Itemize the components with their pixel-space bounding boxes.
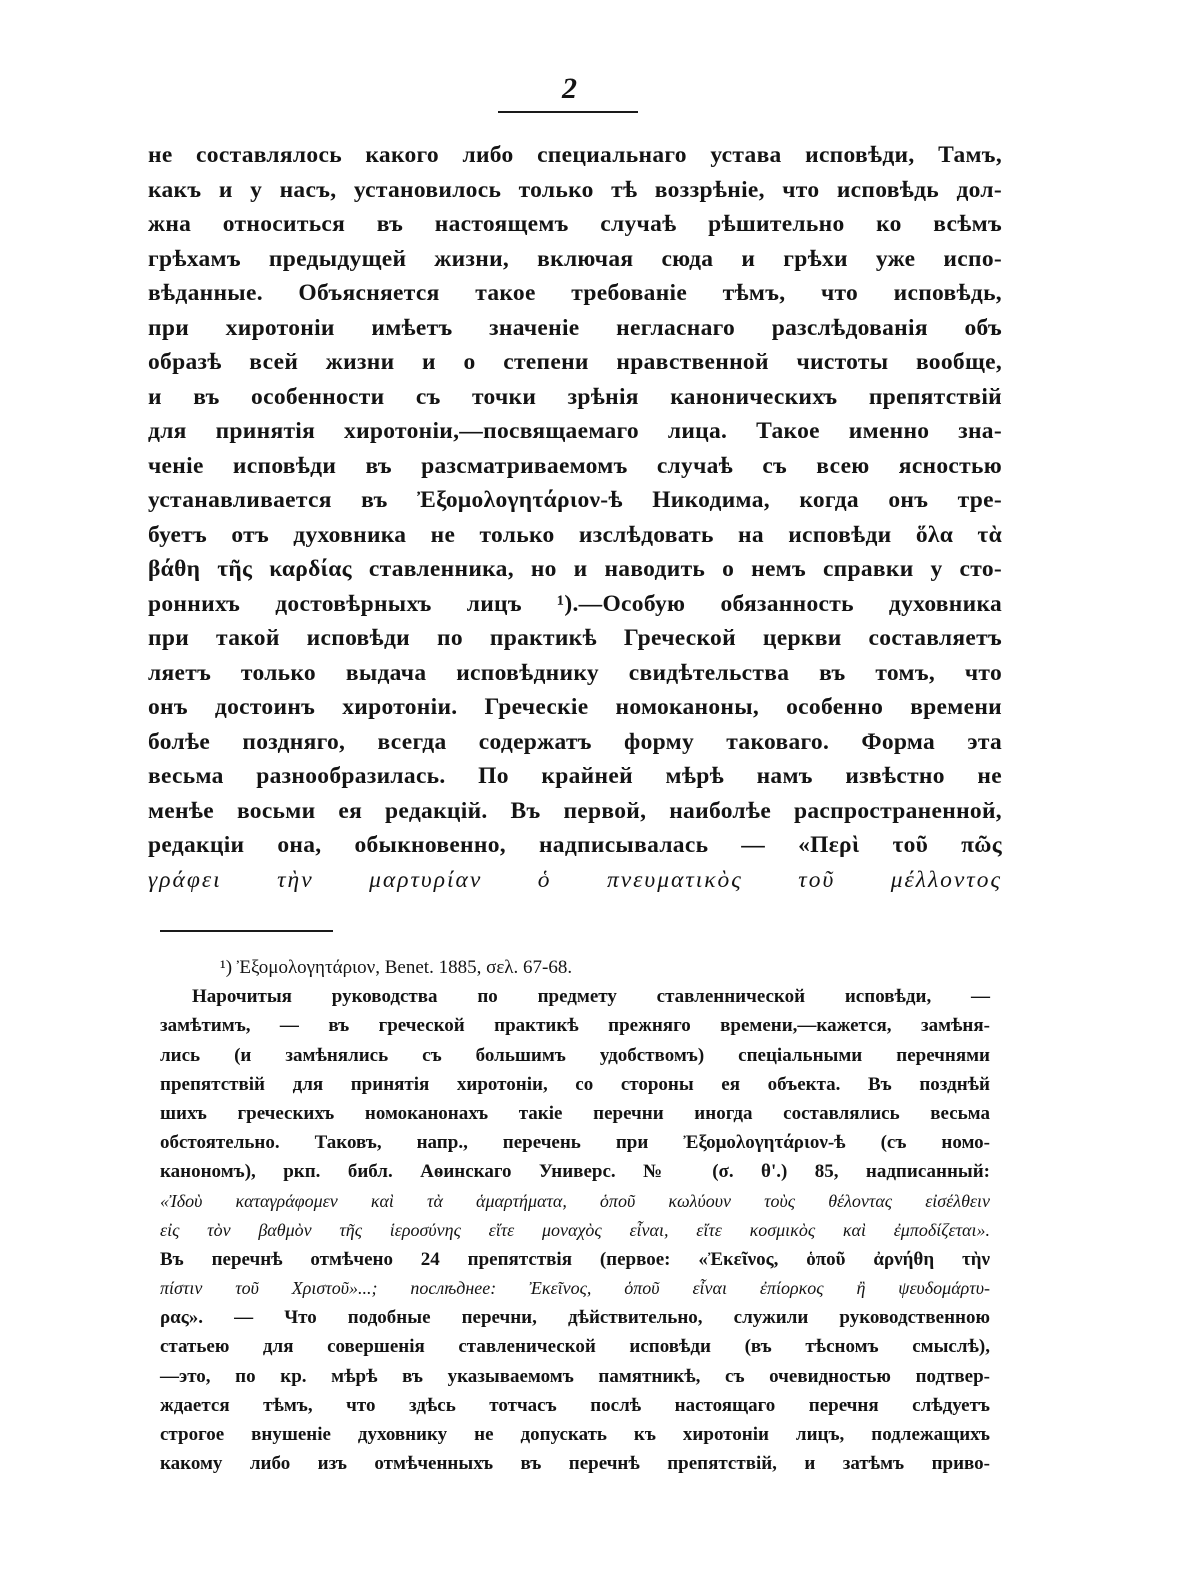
text-line: онъ достоинъ хиротоніи. Греческіе номоканоны, особенно времени (148, 694, 1002, 720)
footnote-line: Нарочитыя руководства по предмету ставленнической исповѣди, — (192, 986, 990, 1008)
text-line: и въ особенности съ точки зрѣнія каноническихъ препятствій (148, 383, 1002, 410)
text-line: ченіе исповѣди въ разсматриваемомъ случаѣ съ всею ясностью (148, 452, 1002, 479)
footnote-line: статьею для совершенія ставленической исповѣди (въ тѣсномъ смыслѣ), (160, 1336, 990, 1358)
text-line: болѣе поздняго, всегда содержатъ форму таковаго. Форма эта (148, 728, 1002, 755)
footnote-line: Въ перечнѣ отмѣчено 24 препятствія (первое: «Ἐκεῖνος, ὁποῦ ἀρνήθη τὴν (160, 1248, 990, 1270)
footnote-line: канономъ), ркп. библ. Аѳинскаго Универс. № (σ. θ'.) 85, надписанный: (160, 1161, 990, 1183)
text-line: редакціи она, обыкновенно, надписывалась — «Περὶ τοῦ πῶς (148, 832, 1002, 858)
text-line: буетъ отъ духовника не только изслѣдовать на исповѣди ὅλα τὰ (148, 521, 1002, 548)
footnote-rule (160, 930, 333, 932)
footnote-line: εἰς τὸν βαθμὸν τῆς ἱεροσύνης εἴτε μοναχὸς εἶναι, εἴτε κοσμικὸς καὶ ἐμποδίζεται». (160, 1219, 990, 1240)
footnote-line: —это, по кр. мѣрѣ въ указываемомъ памятникѣ, съ очевидностью подтвер- (160, 1365, 990, 1387)
footnote-line: ρας». — Что подобные перечни, дѣйствительно, служили руководственною (160, 1307, 990, 1329)
text-line: роннихъ достовѣрныхъ лицъ ¹).—Особую обязанность духовника (148, 590, 1002, 617)
text-line: образѣ всей жизни и о степени нравственной чистоты вообще, (148, 349, 1002, 375)
header-rule (498, 111, 638, 113)
text-line: не составлялось какого либо специальнаго устава исповѣди, Тамъ, (148, 142, 1002, 168)
page-number: 2 (562, 72, 577, 105)
footnote-line: препятствій для принятія хиротоніи, со стороны ея объекта. Въ позднѣй (160, 1073, 990, 1095)
footnote-line: лись (и замѣнялись съ большимъ удобствомъ) спеціальными перечнями (160, 1044, 990, 1066)
text-line: какъ и у насъ, установилось только тѣ воззрѣніе, что исповѣдь дол- (148, 176, 1002, 203)
text-line: ляетъ только выдача исповѣднику свидѣтельства въ томъ, что (148, 659, 1002, 686)
text-line: при хиротоніи имѣетъ значеніе негласнаго разслѣдованія объ (148, 314, 1002, 341)
footnotes (160, 953, 990, 1478)
text-line: для принятія хиротоніи,—посвящаемаго лица. Такое именно зна- (148, 418, 1002, 444)
text-line: менѣе восьми ея редакцій. Въ первой, наиболѣе распространенной, (148, 797, 1002, 824)
text-line: βάθη τῆς καρδίας ставленника, но и наводить о немъ справки у сто- (148, 556, 1002, 582)
footnote-line: πίστιν τοῦ Χριστοῦ»...; послѣднее: Ἐκεῖνος, ὁποῦ εἶναι ἐπίορκος ἢ ψευδομάρτυ- (160, 1278, 990, 1299)
footnote-line: ждается тѣмъ, что здѣсь тотчасъ послѣ настоящаго перечня слѣдуетъ (160, 1394, 990, 1416)
text-line: γράφει τὴν μαρτυρίαν ὁ πνευματικὸς τοῦ μέλλοντος (148, 866, 1002, 893)
text-line: весьма разнообразилась. По крайней мѣрѣ намъ извѣстно не (148, 763, 1002, 789)
text-line: устанавливается въ Ἐξομολογητάριον-ѣ Никодима, когда онъ тре- (148, 487, 1002, 513)
footnote-line: «Ἰδοὺ καταγράφομεν καὶ τὰ ἁμαρτήματα, ὁποῦ κωλύουν τοὺς θέλοντας εἰσέλθειν (160, 1190, 990, 1211)
footnote-line: шихъ греческихъ номоканонахъ такіе перечни иногда составлялись весьма (160, 1102, 990, 1124)
main-text (148, 138, 1002, 897)
footnote-reference: ¹) Ἐξομολογητάριον, Benet. 1885, σελ. 67-68. (220, 957, 573, 978)
text-line: при такой исповѣди по практикѣ Греческой церкви составляетъ (148, 625, 1002, 651)
text-line: вѣданные. Объясняется такое требованіе тѣмъ, что исповѣдь, (148, 280, 1002, 306)
footnote-line: обстоятельно. Таковъ, напр., перечень при Ἐξομολογητάριον-ѣ (съ номо- (160, 1132, 990, 1154)
footnote-line: строгое внушеніе духовнику не допускать къ хиротоніи лицъ, подлежащихъ (160, 1424, 990, 1445)
footnote-line: замѣтимъ, — въ греческой практикѣ прежняго времени,—кажется, замѣня- (160, 1015, 990, 1037)
text-line: грѣхамъ предыдущей жизни, включая сюда и грѣхи уже испо- (148, 245, 1002, 272)
text-line: жна относиться въ настоящемъ случаѣ рѣшительно ко всѣмъ (148, 211, 1002, 237)
footnote-line: какому либо изъ отмѣченныхъ въ перечнѣ препятствій, и затѣмъ приво- (160, 1453, 990, 1475)
